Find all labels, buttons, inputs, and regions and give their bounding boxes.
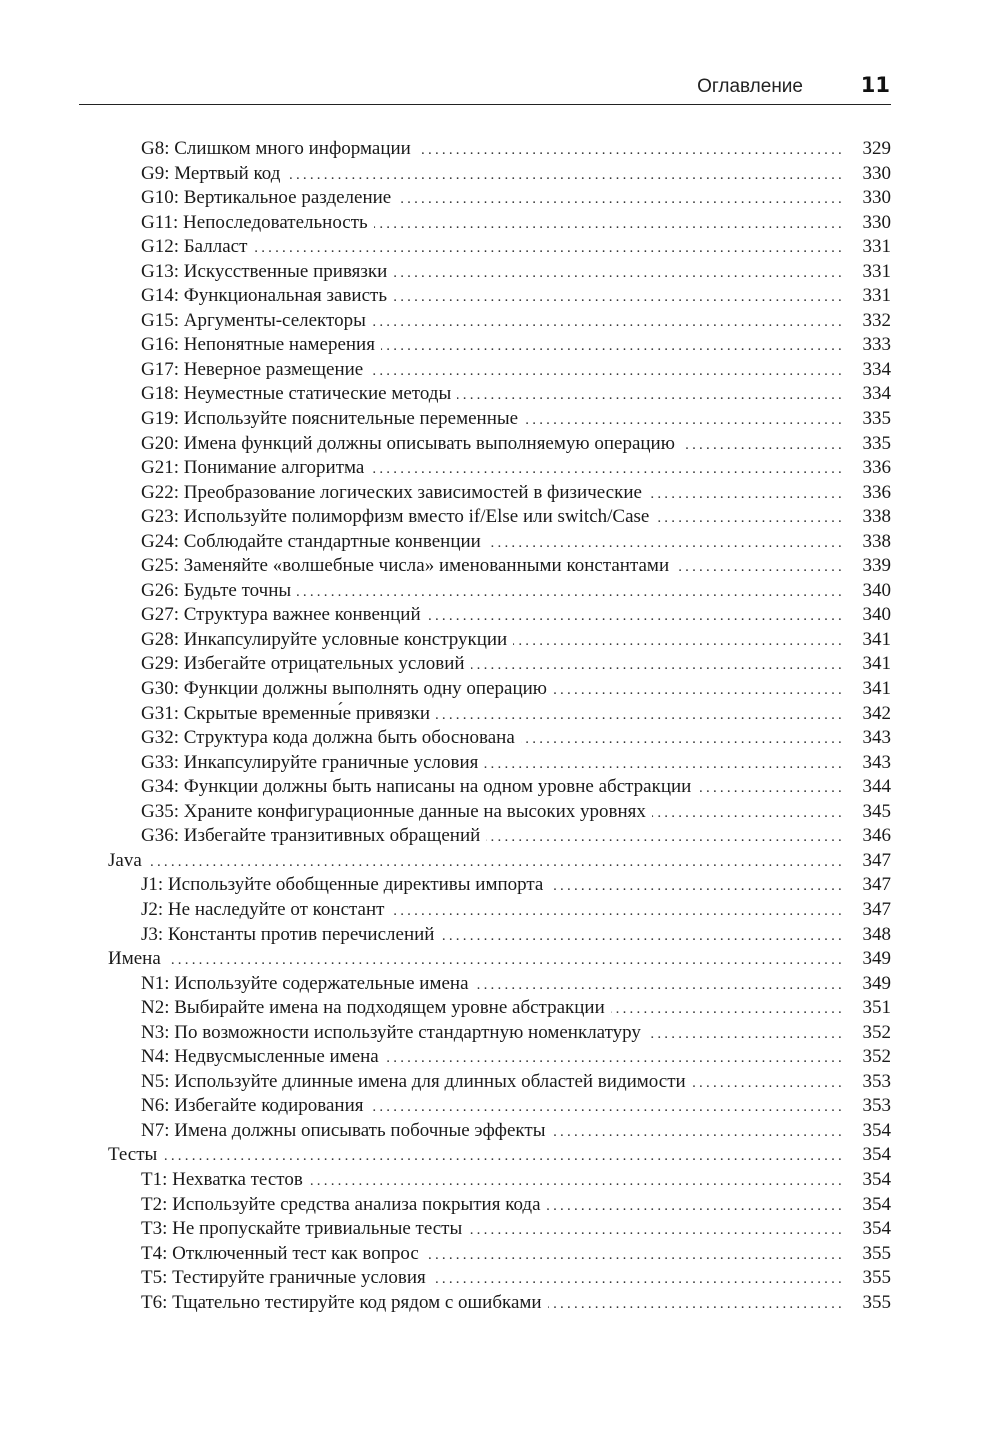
toc-entry[interactable] (108, 186, 891, 211)
toc-entry-page: 352 (862, 1021, 891, 1043)
toc-entry[interactable] (108, 1070, 891, 1095)
toc-entry-page: 331 (862, 285, 891, 307)
toc-entry-page: 343 (862, 727, 891, 749)
toc-entry[interactable] (108, 137, 891, 162)
toc-entry-page: 347 (862, 849, 891, 871)
dot-leader (286, 163, 845, 188)
toc-entry-title: N7: Имена должны описывать побочные эффекты (141, 1119, 546, 1141)
toc-entry-page: 336 (862, 481, 891, 503)
toc-entry-title: G32: Структура кода должна быть обоснована (141, 727, 515, 749)
toc-entry-title: G10: Вертикальное разделение (141, 187, 392, 209)
toc-entry[interactable] (108, 775, 891, 800)
toc-entry[interactable] (108, 1021, 891, 1046)
dot-leader (369, 359, 845, 384)
page-number: 11 (860, 73, 890, 97)
toc-entry[interactable] (108, 235, 891, 260)
toc-entry[interactable] (108, 1143, 891, 1168)
toc-entry[interactable] (108, 947, 891, 972)
toc-entry-page: 355 (862, 1242, 891, 1264)
toc-entry-page: 330 (862, 187, 891, 209)
toc-entry[interactable] (108, 824, 891, 849)
toc-entry-title: G33: Инкапсулируйте граничные условия (141, 751, 479, 773)
toc-entry-title: N2: Выбирайте имена на подходящем уровне абстракции (141, 997, 605, 1019)
dot-leader (372, 310, 845, 335)
dot-leader (397, 187, 845, 212)
toc-entry-title: G13: Искусственные привязки (141, 260, 388, 282)
toc-entry[interactable] (108, 898, 891, 923)
toc-entry-page: 332 (862, 309, 891, 331)
toc-entry[interactable] (108, 1119, 891, 1144)
toc-entry-title: T5: Тестируйте граничные условия (141, 1267, 426, 1289)
toc-entry-title: G24: Соблюдайте стандартные конвенции (141, 530, 481, 552)
toc-entry[interactable] (108, 358, 891, 383)
dot-leader (370, 457, 845, 482)
toc-entry[interactable] (108, 407, 891, 432)
page-header (79, 72, 891, 105)
dot-leader (468, 1218, 845, 1243)
dot-leader (457, 383, 845, 408)
table-of-contents (108, 137, 891, 1315)
dot-leader (432, 1267, 845, 1292)
toc-entry-title: G8: Слишком много информации (141, 138, 411, 159)
toc-entry-page: 354 (862, 1168, 891, 1190)
dot-leader (393, 261, 845, 286)
toc-entry[interactable] (108, 481, 891, 506)
toc-entry-page: 348 (862, 923, 891, 945)
toc-entry-title: J2: Не наследуйте от констант (141, 898, 385, 920)
toc-entry-title: T6: Тщательно тестируйте код рядом с ошибками (141, 1291, 542, 1313)
toc-entry[interactable] (108, 1242, 891, 1267)
toc-entry-title: N6: Избегайте кодирования (141, 1095, 364, 1117)
toc-entry-page: 330 (862, 162, 891, 184)
dot-leader (163, 1144, 845, 1169)
dot-leader (417, 138, 845, 163)
dot-leader (381, 334, 845, 359)
toc-entry[interactable] (108, 284, 891, 309)
toc-entry-title: G36: Избегайте транзитивных обращений (141, 825, 481, 847)
dot-leader (548, 1292, 845, 1317)
dot-leader (547, 1194, 845, 1219)
toc-entry[interactable] (108, 309, 891, 334)
toc-entry-page: 341 (862, 678, 891, 700)
toc-entry[interactable] (108, 726, 891, 751)
toc-entry-page: 338 (862, 506, 891, 528)
dot-leader (681, 433, 845, 458)
toc-entry[interactable] (108, 800, 891, 825)
dot-leader (647, 1022, 845, 1047)
dot-leader (513, 629, 845, 654)
toc-entry-page: 331 (862, 236, 891, 258)
toc-entry-page: 347 (862, 898, 891, 920)
dot-leader (652, 801, 845, 826)
toc-entry-page: 354 (862, 1119, 891, 1141)
toc-entry[interactable] (108, 849, 891, 874)
toc-entry-page: 352 (862, 1046, 891, 1068)
dot-leader (692, 1071, 845, 1096)
toc-entry[interactable] (108, 579, 891, 604)
toc-entry[interactable] (108, 211, 891, 236)
running-title: Оглавление (697, 76, 803, 97)
toc-entry-page: 341 (862, 628, 891, 650)
dot-leader (553, 678, 845, 703)
toc-entry-title: G19: Используйте пояснительные переменные (141, 408, 519, 430)
dot-leader (648, 482, 845, 507)
toc-entry[interactable] (108, 702, 891, 727)
toc-entry[interactable] (108, 972, 891, 997)
dot-leader (425, 1243, 845, 1268)
toc-entry-title: G27: Структура важнее конвенций (141, 604, 421, 626)
toc-entry-page: 329 (862, 138, 891, 159)
toc-entry-title: N4: Недвусмысленные имена (141, 1046, 379, 1068)
toc-entry-title: Имена (108, 948, 161, 970)
toc-entry[interactable] (108, 1168, 891, 1193)
toc-entry[interactable] (108, 923, 891, 948)
toc-entry-title: G9: Мертвый код (141, 162, 281, 184)
dot-leader (309, 1169, 845, 1194)
toc-entry[interactable] (108, 1266, 891, 1291)
toc-entry-title: T2: Используйте средства анализа покрытия кода (141, 1193, 541, 1215)
toc-entry[interactable] (108, 505, 891, 530)
dot-leader (611, 997, 845, 1022)
dot-leader (385, 1046, 845, 1071)
dot-leader (390, 899, 845, 924)
toc-entry-page: 351 (862, 997, 891, 1019)
toc-entry-title: G17: Неверное размещение (141, 358, 364, 380)
toc-entry[interactable] (108, 751, 891, 776)
toc-entry-page: 340 (862, 579, 891, 601)
dot-leader (675, 555, 845, 580)
toc-entry-page: 347 (862, 874, 891, 896)
toc-entry-page: 355 (862, 1267, 891, 1289)
toc-entry-title: G16: Непонятные намерения (141, 334, 375, 356)
toc-entry-title: Java (108, 849, 142, 871)
toc-entry[interactable] (108, 333, 891, 358)
toc-entry-page: 343 (862, 751, 891, 773)
toc-entry-title: G21: Понимание алгоритма (141, 457, 365, 479)
dot-leader (697, 776, 845, 801)
toc-entry-title: G26: Будьте точны (141, 579, 292, 601)
toc-entry-title: N5: Используйте длинные имена для длинных областей видимости (141, 1070, 686, 1092)
dot-leader (486, 825, 845, 850)
dot-leader (370, 1095, 846, 1120)
toc-entry[interactable] (108, 260, 891, 285)
toc-entry[interactable] (108, 382, 891, 407)
toc-entry-title: G23: Используйте полиморфизм вместо if/Else или switch/Case (141, 506, 650, 528)
dot-leader (148, 850, 845, 875)
dot-leader (655, 506, 845, 531)
toc-entry-title: T1: Нехватка тестов (141, 1168, 303, 1190)
toc-entry-page: 354 (862, 1218, 891, 1240)
toc-entry[interactable] (108, 873, 891, 898)
dot-leader (521, 727, 845, 752)
dot-leader (374, 212, 845, 237)
dot-leader (549, 874, 845, 899)
toc-entry-title: G11: Непоследовательность (141, 211, 368, 233)
dot-leader (524, 408, 845, 433)
toc-entry-title: T4: Отключенный тест как вопрос (141, 1242, 419, 1264)
toc-entry-page: 339 (862, 555, 891, 577)
dot-leader (393, 285, 845, 310)
dot-leader (427, 604, 845, 629)
toc-entry[interactable] (108, 1045, 891, 1070)
toc-entry-page: 333 (862, 334, 891, 356)
dot-leader (297, 580, 845, 605)
toc-entry[interactable] (108, 652, 891, 677)
toc-entry[interactable] (108, 456, 891, 481)
toc-entry-page: 334 (862, 358, 891, 380)
toc-entry-title: G30: Функции должны выполнять одну операцию (141, 678, 547, 700)
toc-entry[interactable] (108, 432, 891, 457)
dot-leader (471, 653, 845, 678)
dot-leader (253, 236, 845, 261)
dot-leader (551, 1120, 845, 1145)
toc-entry-title: G25: Заменяйте «волшебные числа» именованными константами (141, 555, 670, 577)
toc-entry-title: G28: Инкапсулируйте условные конструкции (141, 628, 508, 650)
toc-entry-title: G14: Функциональная зависть (141, 285, 387, 307)
toc-entry[interactable] (108, 603, 891, 628)
toc-entry[interactable] (108, 677, 891, 702)
toc-entry-page: 349 (862, 948, 891, 970)
toc-entry-page: 353 (862, 1070, 891, 1092)
toc-entry-title: N1: Используйте содержательные имена (141, 972, 469, 994)
toc-entry-page: 335 (862, 432, 891, 454)
toc-entry-page: 334 (862, 383, 891, 405)
toc-entry-title: N3: По возможности используйте стандартную номенклатуру (141, 1021, 641, 1043)
toc-entry-title: G12: Балласт (141, 236, 248, 258)
toc-entry-page: 340 (862, 604, 891, 626)
toc-entry-title: G20: Имена функций должны описывать выполняемую операцию (141, 432, 675, 454)
toc-entry-title: G35: Храните конфигурационные данные на высоких уровнях (141, 800, 646, 822)
toc-entry-page: 330 (862, 211, 891, 233)
toc-entry[interactable] (108, 554, 891, 579)
dot-leader (440, 924, 845, 949)
toc-entry-page: 338 (862, 530, 891, 552)
toc-entry[interactable] (108, 1291, 891, 1316)
toc-entry-title: G29: Избегайте отрицательных условий (141, 653, 465, 675)
dot-leader (475, 973, 845, 998)
toc-entry[interactable] (108, 1217, 891, 1242)
toc-entry-page: 345 (862, 800, 891, 822)
toc-entry-page: 355 (862, 1291, 891, 1313)
toc-entry-title: G31: Скрытые временны́е привязки (141, 702, 431, 724)
toc-entry-page: 346 (862, 825, 891, 847)
toc-entry-page: 353 (862, 1095, 891, 1117)
toc-entry-page: 349 (862, 972, 891, 994)
toc-entry-title: G34: Функции должны быть написаны на одном уровне абстракции (141, 776, 692, 798)
toc-entry-page: 336 (862, 457, 891, 479)
toc-entry-title: Тесты (108, 1144, 158, 1166)
toc-entry-title: G22: Преобразование логических зависимостей в физические (141, 481, 642, 503)
toc-entry-page: 331 (862, 260, 891, 282)
toc-entry[interactable] (108, 628, 891, 653)
toc-entry-title: G18: Неуместные статические методы (141, 383, 452, 405)
toc-entry-page: 344 (862, 776, 891, 798)
toc-entry-page: 354 (862, 1193, 891, 1215)
toc-entry[interactable] (108, 162, 891, 187)
toc-entry[interactable] (108, 530, 891, 555)
toc-entry-page: 354 (862, 1144, 891, 1166)
dot-leader (436, 703, 845, 728)
dot-leader (487, 531, 845, 556)
toc-entry-page: 335 (862, 408, 891, 430)
dot-leader (484, 752, 845, 777)
toc-entry-page: 341 (862, 653, 891, 675)
toc-entry-page: 342 (862, 702, 891, 724)
dot-leader (167, 948, 845, 973)
toc-entry[interactable] (108, 1193, 891, 1218)
toc-entry-title: J1: Используйте обобщенные директивы импорта (141, 874, 544, 896)
toc-entry-title: G15: Аргументы-селекторы (141, 309, 366, 331)
toc-entry-title: J3: Константы против перечислений (141, 923, 435, 945)
toc-entry[interactable] (108, 996, 891, 1021)
toc-entry[interactable] (108, 1094, 891, 1119)
toc-entry-title: T3: Не пропускайте тривиальные тесты (141, 1218, 463, 1240)
